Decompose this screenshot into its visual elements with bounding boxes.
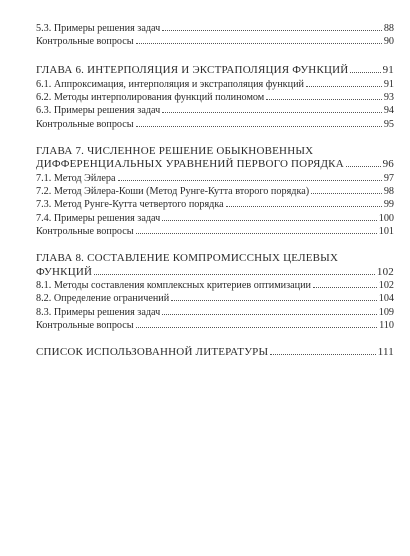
toc-entry-label: Контрольные вопросы bbox=[36, 36, 134, 48]
toc-entry-label: 5.3. Примеры решения задач bbox=[36, 23, 161, 34]
toc-entry bbox=[36, 198, 394, 211]
toc-section-5-tail bbox=[36, 22, 394, 48]
dot-leader bbox=[266, 99, 382, 100]
chapter-page: 96 bbox=[382, 158, 394, 171]
dot-leader bbox=[162, 314, 376, 315]
dot-leader bbox=[171, 300, 377, 301]
chapter-title-line-1: ГЛАВА 7. ЧИСЛЕННОЕ РЕШЕНИЕ ОБЫКНОВЕННЫХ bbox=[36, 144, 314, 157]
toc-entry-page: 94 bbox=[383, 105, 394, 117]
toc-entry-page: 91 bbox=[383, 79, 394, 90]
toc-entry-label: 6.1. Аппроксимация, интерполяция и экстраполяция функций bbox=[36, 79, 304, 90]
dot-leader bbox=[118, 180, 382, 181]
toc-entry-page: 93 bbox=[383, 92, 394, 104]
toc-entry-label: Контрольные вопросы bbox=[36, 225, 134, 237]
toc-entry-page: 101 bbox=[378, 225, 394, 237]
dot-leader bbox=[311, 193, 382, 194]
toc-entry-page: 95 bbox=[383, 118, 394, 130]
toc-entry-page: 109 bbox=[378, 306, 394, 318]
toc-entry-label: 8.3. Примеры решения задач bbox=[36, 306, 161, 318]
toc-entry bbox=[36, 104, 394, 117]
dot-leader bbox=[94, 274, 375, 275]
dot-leader bbox=[226, 206, 382, 207]
toc-entry-label: 7.2. Метод Эйлера-Коши (Метод Рунге-Кутта второго порядка) bbox=[36, 186, 310, 198]
chapter-title: ГЛАВА 6. ИНТЕРПОЛЯЦИЯ И ЭКСТРАПОЛЯЦИЯ ФУНКЦИЙ bbox=[36, 64, 349, 77]
toc-entry-page: 99 bbox=[383, 199, 394, 211]
toc-entry bbox=[36, 225, 394, 238]
toc-entry-label: Контрольные вопросы bbox=[36, 319, 134, 331]
toc-entry-label: 6.3. Примеры решения задач bbox=[36, 105, 161, 117]
dot-leader bbox=[306, 86, 382, 87]
toc-entry-page: 100 bbox=[378, 212, 394, 224]
toc-entry-label: 6.2. Методы интерполирования функций полиномом bbox=[36, 92, 265, 104]
toc-chapter-8 bbox=[36, 252, 394, 332]
toc-entry-page: 90 bbox=[383, 36, 394, 48]
toc-entry bbox=[36, 22, 394, 35]
toc-entry-label: 7.1. Метод Эйлера bbox=[36, 173, 116, 184]
toc-entry-page: 102 bbox=[378, 280, 394, 292]
toc-entry-page: 98 bbox=[383, 186, 394, 198]
dot-leader bbox=[162, 112, 382, 113]
toc-bibliography bbox=[36, 346, 394, 359]
chapter-title-line-1: ГЛАВА 8. СОСТАВЛЕНИЕ КОМПРОМИССНЫХ ЦЕЛЕВЫХ bbox=[36, 252, 339, 265]
toc-entry-page: 97 bbox=[383, 173, 394, 184]
chapter-title-line-2-row bbox=[36, 158, 394, 172]
toc-entry-page: 88 bbox=[383, 23, 394, 34]
dot-leader bbox=[136, 43, 382, 44]
toc-chapter-6 bbox=[36, 64, 394, 130]
toc-entry-label: 7.3. Метод Рунге-Кутта четвертого порядка bbox=[36, 199, 224, 211]
toc-entry bbox=[36, 212, 394, 225]
toc-entry-page: 110 bbox=[379, 319, 394, 331]
toc-entry bbox=[36, 185, 394, 198]
dot-leader bbox=[136, 327, 377, 328]
dot-leader bbox=[350, 72, 380, 73]
toc-entry-label: 8.2. Определение ограничений bbox=[36, 293, 170, 305]
dot-leader bbox=[162, 30, 382, 31]
toc-entry bbox=[36, 279, 394, 292]
dot-leader bbox=[270, 354, 375, 355]
chapter-title-line-2: ФУНКЦИЙ bbox=[36, 265, 93, 278]
chapter-heading bbox=[36, 252, 394, 279]
toc-chapter-7 bbox=[36, 145, 394, 238]
chapter-page: 102 bbox=[376, 265, 394, 278]
toc-entry bbox=[36, 35, 394, 48]
toc-entry-label: 8.1. Методы составления комплексных критериев оптимизации bbox=[36, 280, 312, 292]
chapter-page: 91 bbox=[382, 64, 394, 77]
dot-leader bbox=[346, 166, 381, 167]
bibliography-label: СПИСОК ИСПОЛЬЗОВАННОЙ ЛИТЕРАТУРЫ bbox=[36, 346, 269, 359]
chapter-title-line-2: ДИФФЕРЕНЦИАЛЬНЫХ УРАВНЕНИЙ ПЕРВОГО ПОРЯДКА bbox=[36, 158, 344, 171]
bibliography-page: 111 bbox=[377, 346, 394, 359]
table-of-contents bbox=[36, 22, 394, 371]
bibliography-entry bbox=[36, 346, 394, 359]
dot-leader bbox=[162, 220, 376, 221]
toc-entry-page: 104 bbox=[378, 293, 394, 305]
toc-entry-label: Контрольные вопросы bbox=[36, 118, 134, 130]
dot-leader bbox=[136, 233, 377, 234]
toc-entry bbox=[36, 306, 394, 319]
chapter-title-line-2-row bbox=[36, 266, 394, 280]
dot-leader bbox=[313, 287, 377, 288]
toc-entry-label: 7.4. Примеры решения задач bbox=[36, 212, 161, 224]
toc-entry bbox=[36, 319, 394, 332]
toc-entry bbox=[36, 172, 394, 185]
toc-entry bbox=[36, 78, 394, 91]
toc-entry bbox=[36, 118, 394, 131]
chapter-heading bbox=[36, 145, 394, 172]
toc-entry bbox=[36, 292, 394, 305]
dot-leader bbox=[136, 126, 382, 127]
chapter-heading bbox=[36, 64, 394, 78]
toc-entry bbox=[36, 91, 394, 104]
